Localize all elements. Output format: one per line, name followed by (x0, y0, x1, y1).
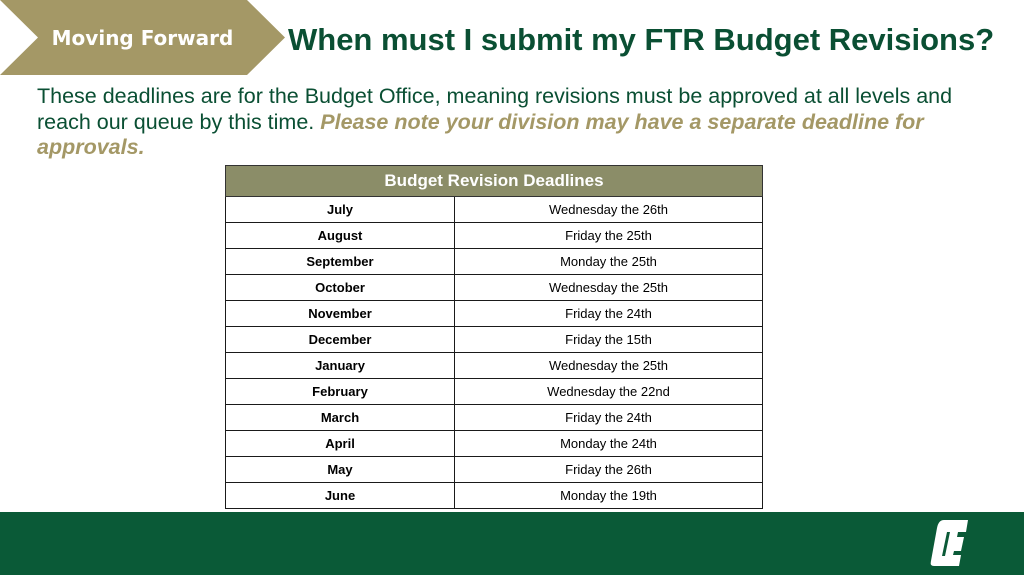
month-cell: August (226, 223, 455, 249)
table-header: Budget Revision Deadlines (226, 166, 763, 197)
month-cell: April (226, 431, 455, 457)
table-row (226, 327, 763, 353)
university-c-logo-icon (930, 520, 968, 566)
month-cell: May (226, 457, 455, 483)
deadline-cell: Monday the 19th (455, 483, 763, 509)
deadline-cell: Friday the 24th (455, 301, 763, 327)
month-cell: June (226, 483, 455, 509)
table-row (226, 197, 763, 223)
table-row (226, 379, 763, 405)
month-cell: July (226, 197, 455, 223)
deadline-cell: Friday the 25th (455, 223, 763, 249)
deadlines-table (225, 165, 763, 509)
table-row (226, 275, 763, 301)
intro-paragraph (37, 84, 977, 161)
month-cell: December (226, 327, 455, 353)
month-cell: November (226, 301, 455, 327)
deadline-cell: Wednesday the 25th (455, 275, 763, 301)
deadline-cell: Friday the 26th (455, 457, 763, 483)
section-banner (0, 0, 285, 75)
footer-bar (0, 512, 1024, 575)
month-cell: January (226, 353, 455, 379)
page-title: When must I submit my FTR Budget Revisions? (288, 22, 995, 57)
month-cell: March (226, 405, 455, 431)
intro-note: Please note your division may have a separate deadline for approvals. (37, 109, 924, 159)
deadline-cell: Friday the 15th (455, 327, 763, 353)
month-cell: February (226, 379, 455, 405)
deadline-cell: Monday the 25th (455, 249, 763, 275)
table-row (226, 301, 763, 327)
table-row (226, 353, 763, 379)
table-row (226, 457, 763, 483)
banner-label: Moving Forward (51, 25, 234, 50)
month-cell: October (226, 275, 455, 301)
deadline-cell: Wednesday the 22nd (455, 379, 763, 405)
deadline-cell: Friday the 24th (455, 405, 763, 431)
deadline-cell: Wednesday the 26th (455, 197, 763, 223)
table-row (226, 223, 763, 249)
table-row (226, 249, 763, 275)
deadline-cell: Monday the 24th (455, 431, 763, 457)
table-row (226, 405, 763, 431)
table-row (226, 483, 763, 509)
month-cell: September (226, 249, 455, 275)
intro-text: These deadlines are for the Budget Office, meaning revisions must be approved at all levels and reach our queue by this time. (37, 84, 953, 134)
table-row (226, 431, 763, 457)
deadline-cell: Wednesday the 25th (455, 353, 763, 379)
